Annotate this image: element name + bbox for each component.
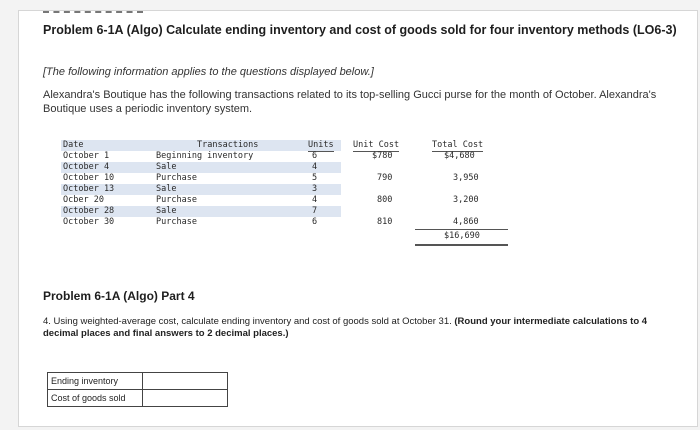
cell-date: October 28 <box>63 206 115 216</box>
cell-date: Ocber 20 <box>63 195 104 205</box>
cell-date: October 1 <box>63 151 110 161</box>
cell-transaction: Beginning inventory <box>156 151 254 161</box>
answer-row-cogs <box>48 390 228 407</box>
cell-total-cost: 4,860 <box>453 217 479 227</box>
cell-units: 6 <box>312 151 318 161</box>
header-unit-cost: Unit Cost <box>353 140 400 150</box>
cell-units: 3 <box>312 184 318 194</box>
double-rule <box>415 244 508 246</box>
top-divider <box>43 11 143 17</box>
cell-unit-cost: 800 <box>377 195 393 205</box>
total-rule <box>415 229 508 230</box>
cell-date: October 4 <box>63 162 110 172</box>
problem-card <box>18 10 698 427</box>
cell-date: October 13 <box>63 184 115 194</box>
transactions-table <box>60 136 510 251</box>
header-date: Date <box>63 140 84 150</box>
cell-date: October 30 <box>63 217 115 227</box>
problem-title: Problem 6-1A (Algo) Calculate ending inventory and cost of goods sold for four inventory methods (LO6-3) <box>43 23 677 37</box>
cell-transaction: Sale <box>156 184 177 194</box>
intro-text: Alexandra's Boutique has the following transactions related to its top-selling Gucci purse for the month of October. Alexandra's Boutique uses a periodic inventory system. <box>43 89 657 115</box>
cell-unit-cost: 790 <box>377 173 393 183</box>
ending-inventory-label: Ending inventory <box>48 373 143 390</box>
cell-transaction: Sale <box>156 206 177 216</box>
cell-transaction: Sale <box>156 162 177 172</box>
cell-unit-cost: 810 <box>377 217 393 227</box>
ending-inventory-cell <box>143 373 228 390</box>
cogs-label: Cost of goods sold <box>48 390 143 407</box>
cell-transaction: Purchase <box>156 173 197 183</box>
cell-units: 6 <box>312 217 318 227</box>
cell-units: 5 <box>312 173 318 183</box>
header-total-cost: Total Cost <box>432 140 484 150</box>
grand-total: $16,690 <box>444 231 480 241</box>
cell-total-cost: $4,680 <box>444 151 475 161</box>
answer-table <box>47 372 228 407</box>
cell-total-cost: 3,200 <box>453 195 479 205</box>
header-transactions: Transactions <box>197 140 259 150</box>
cell-units: 7 <box>312 206 318 216</box>
ending-inventory-input[interactable] <box>143 373 227 389</box>
info-note: [The following information applies to the questions displayed below.] <box>43 66 374 78</box>
cell-transaction: Purchase <box>156 217 197 227</box>
answer-row-ending-inventory <box>48 373 228 390</box>
cell-date: October 10 <box>63 173 115 183</box>
instruction-text <box>43 316 683 340</box>
cogs-input[interactable] <box>143 390 227 406</box>
header-units: Units <box>308 140 334 150</box>
part-title: Problem 6-1A (Algo) Part 4 <box>43 289 195 303</box>
cell-transaction: Purchase <box>156 195 197 205</box>
cell-total-cost: 3,950 <box>453 173 479 183</box>
cogs-cell <box>143 390 228 407</box>
cell-unit-cost: $780 <box>372 151 393 161</box>
cell-units: 4 <box>312 195 318 205</box>
instruction-main: 4. Using weighted-average cost, calculate ending inventory and cost of goods sold at October 31. <box>43 316 452 327</box>
cell-units: 4 <box>312 162 318 172</box>
instruction-rounding: (Round your intermediate calculations to 4 decimal places and final answers to 2 decimal places.) <box>43 316 648 339</box>
